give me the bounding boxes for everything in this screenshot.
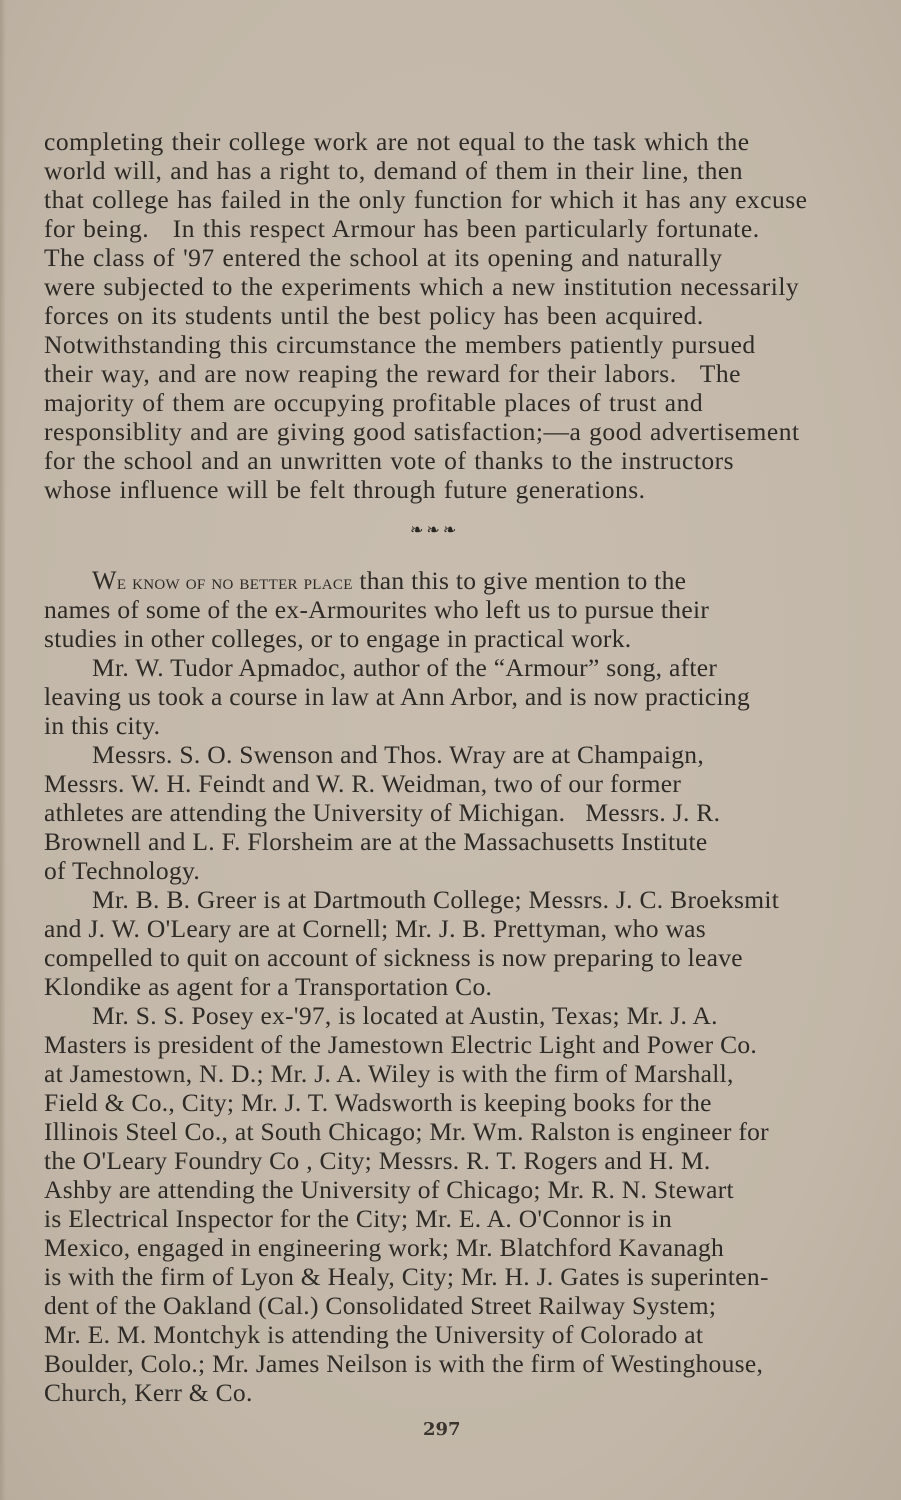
- text-line: compelled to quit on account of sickness is now preparing to leave: [44, 943, 743, 972]
- text-line: that college has failed in the only function for which it has any excuse: [44, 185, 808, 214]
- page-number: 297: [423, 1419, 461, 1440]
- text-line: for being. In this respect Armour has been particularly fortunate.: [44, 214, 760, 243]
- text-line: The class of '97 entered the school at its opening and naturally: [44, 243, 723, 272]
- text-line: their way, and are now reaping the reward for their labors. The: [44, 359, 741, 388]
- text-line: Church, Kerr & Co.: [44, 1378, 253, 1407]
- text-line: Boulder, Colo.; Mr. James Neilson is with the firm of Westinghouse,: [44, 1349, 764, 1378]
- lead-rest: than this to give mention to the: [352, 566, 687, 595]
- text-line: Masters is president of the Jamestown Electric Light and Power Co.: [44, 1030, 758, 1059]
- text-line: in this city.: [44, 711, 161, 740]
- lead-small-caps-rest: e know of no better place: [116, 569, 353, 594]
- text-line: were subjected to the experiments which a new institution necessarily: [44, 272, 800, 301]
- text-line: Mr. B. B. Greer is at Dartmouth College; Messrs. J. C. Broeksmit: [92, 885, 780, 914]
- text-line: forces on its students until the best policy has been acquired.: [44, 301, 704, 330]
- lead-initial: W: [92, 566, 117, 595]
- text-line: Mr. S. S. Posey ex-'97, is located at Austin, Texas; Mr. J. A.: [92, 1001, 718, 1030]
- text-line-lead: [44, 566, 844, 595]
- text-line: responsiblity and are giving good satisfaction;—a good advertisement: [44, 417, 800, 446]
- text-line: Notwithstanding this circumstance the members patiently pursued: [44, 330, 756, 359]
- text-line: and J. W. O'Leary are at Cornell; Mr. J. B. Prettyman, who was: [44, 914, 707, 943]
- text-line: Mexico, engaged in engineering work; Mr. Blatchford Kavanagh: [44, 1233, 725, 1262]
- text-line: majority of them are occupying profitable places of trust and: [44, 388, 704, 417]
- lead-small-caps: [92, 566, 353, 595]
- text-line: Illinois Steel Co., at South Chicago; Mr. Wm. Ralston is engineer for: [44, 1117, 769, 1146]
- text-line: Mr. E. M. Montchyk is attending the University of Colorado at: [44, 1320, 704, 1349]
- text-line: Messrs. W. H. Feindt and W. R. Weidman, two of our former: [44, 769, 682, 798]
- text-line: is Electrical Inspector for the City; Mr. E. A. O'Connor is in: [44, 1204, 673, 1233]
- text-line: for the school and an unwritten vote of thanks to the instructors: [44, 446, 735, 475]
- text-line: Klondike as agent for a Transportation Co.: [44, 972, 493, 1001]
- text-line: Messrs. S. O. Swenson and Thos. Wray are at Champaign,: [92, 740, 704, 769]
- page-edge-shadow: [0, 0, 6, 1500]
- text-line: athletes are attending the University of Michigan. Messrs. J. R.: [44, 798, 721, 827]
- section-1-text: [44, 127, 844, 504]
- text-line: Brownell and L. F. Florsheim are at the Massachusetts Institute: [44, 827, 708, 856]
- text-line: world will, and has a right to, demand of them in their line, then: [44, 156, 743, 185]
- section-2-text: [44, 566, 844, 1407]
- text-line: Mr. W. Tudor Apmadoc, author of the “Armour” song, after: [92, 653, 718, 682]
- text-line: completing their college work are not equal to the task which the: [44, 127, 750, 156]
- text-line: Ashby are attending the University of Chicago; Mr. R. N. Stewart: [44, 1175, 734, 1204]
- text-line: leaving us took a course in law at Ann Arbor, and is now practicing: [44, 682, 751, 711]
- text-line: names of some of the ex-Armourites who left us to pursue their: [44, 595, 710, 624]
- text-line: whose influence will be felt through future generations.: [44, 475, 646, 504]
- text-line: of Technology.: [44, 856, 201, 885]
- text-line: the O'Leary Foundry Co , City; Messrs. R. T. Rogers and H. M.: [44, 1146, 711, 1175]
- text-line: is with the firm of Lyon & Healy, City; Mr. H. J. Gates is superinten-: [44, 1262, 769, 1291]
- text-line: dent of the Oakland (Cal.) Consolidated Street Railway System;: [44, 1291, 717, 1320]
- text-line: Field & Co., City; Mr. J. T. Wadsworth is keeping books for the: [44, 1088, 712, 1117]
- section-divider-ornament: ❧❧❧: [410, 522, 460, 539]
- text-line: studies in other colleges, or to engage in practical work.: [44, 624, 632, 653]
- text-line: at Jamestown, N. D.; Mr. J. A. Wiley is with the firm of Marshall,: [44, 1059, 734, 1088]
